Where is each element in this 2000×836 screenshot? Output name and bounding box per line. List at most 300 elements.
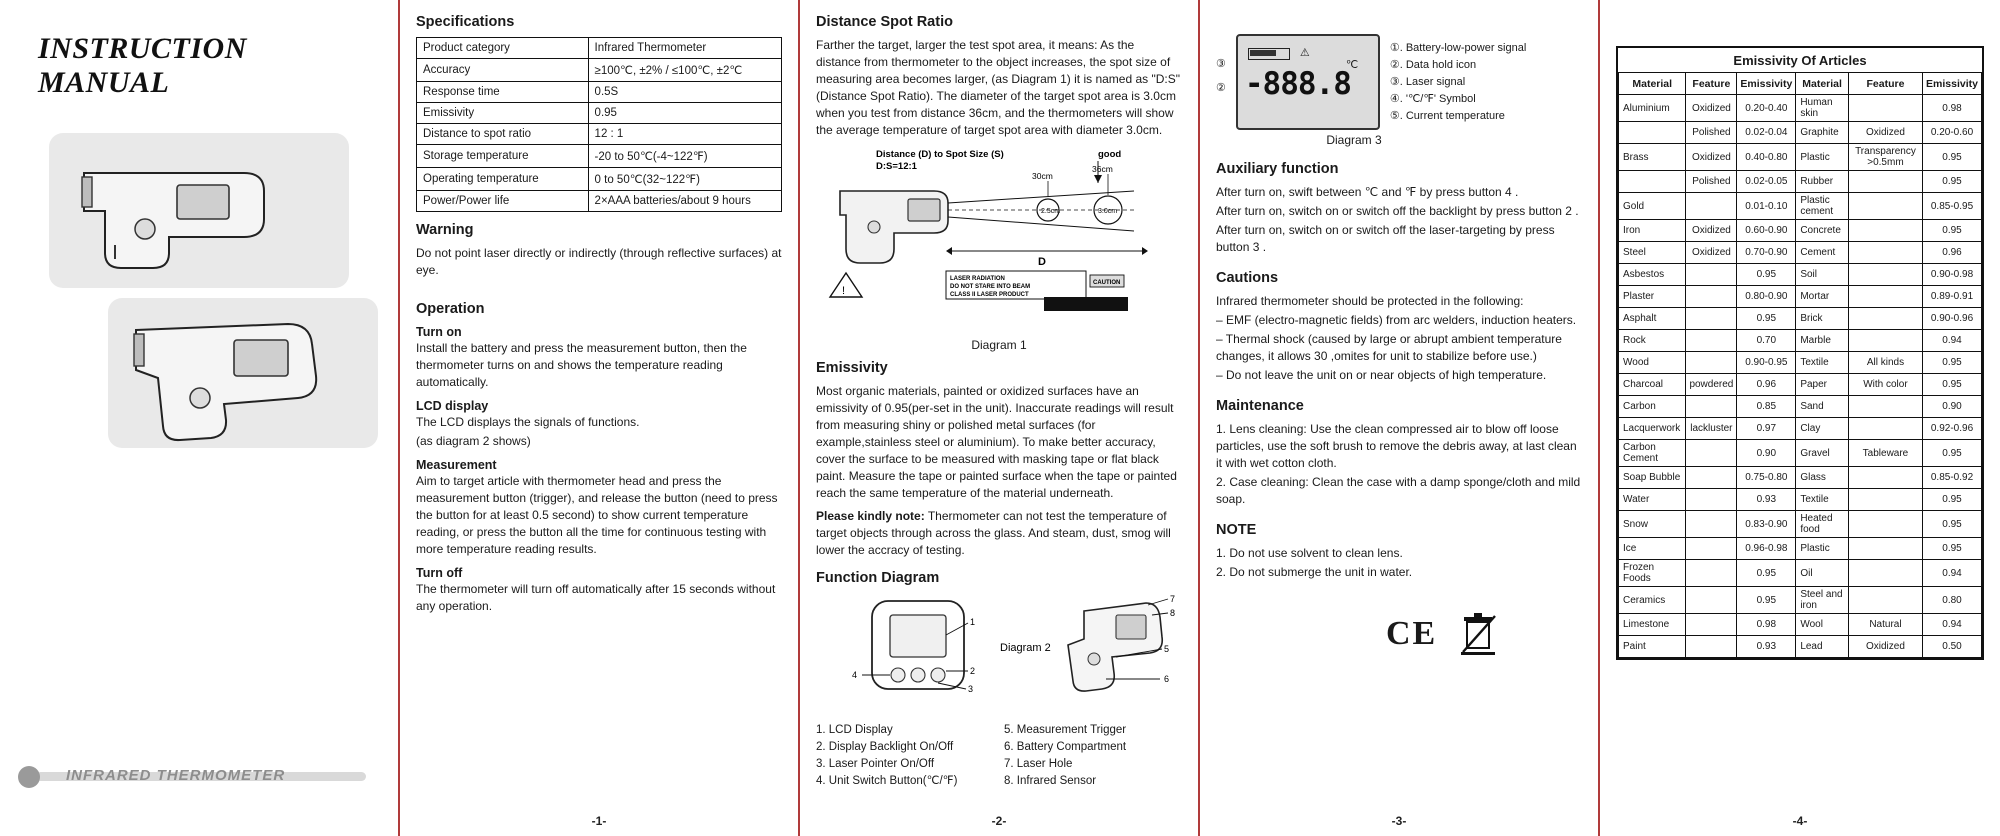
table-row bbox=[1619, 220, 1982, 242]
table-row bbox=[1619, 538, 1982, 560]
list-item: 1. LCD Display bbox=[816, 723, 893, 736]
table-row bbox=[1619, 467, 1982, 489]
emissivity-cell: 0.94 bbox=[1923, 330, 1982, 352]
legend-item: ⑤. Current temperature bbox=[1389, 110, 1505, 123]
table-row bbox=[1619, 489, 1982, 511]
table-row bbox=[1619, 560, 1982, 587]
emissivity-note bbox=[816, 508, 1182, 559]
lcd-display-text-2: (as diagram 2 shows) bbox=[416, 434, 531, 449]
list-item: 6. Battery Compartment bbox=[1004, 740, 1127, 753]
spec-key: Response time bbox=[417, 82, 589, 103]
cautions-intro: Infrared thermometer should be protected in the following: bbox=[1216, 294, 1524, 309]
distance-spot-ratio-text: Farther the target, larger the test spot area, it means: As the distance from thermometer to the object increases, the spot size of measuring area becomes larger, (as Diagram 1) it is named as "D:S" (Distance Spot Ratio). The diameter of the target spot area is 3.0cm when you test from distance 36cm, and the thermometers will show the average temperature of target spot area with diameter 3.0cm. bbox=[816, 38, 1181, 138]
material-cell: Steel and iron bbox=[1796, 587, 1849, 614]
emissivity-cell: 0.98 bbox=[1923, 95, 1982, 122]
feature-cell: Tableware bbox=[1848, 440, 1922, 467]
material-cell: Human skin bbox=[1796, 95, 1849, 122]
maintenance-heading: Maintenance bbox=[1216, 398, 1304, 415]
emissivity-cell: 0.95 bbox=[1923, 374, 1982, 396]
diagram2-callout-3: 3 bbox=[968, 683, 974, 694]
emissivity-cell: 0.01-0.10 bbox=[1737, 193, 1796, 220]
table-row bbox=[417, 103, 782, 124]
feature-cell bbox=[1686, 587, 1737, 614]
emissivity-cell: 0.93 bbox=[1737, 636, 1796, 658]
column-header: Emissivity bbox=[1737, 73, 1796, 95]
table-row bbox=[1619, 587, 1982, 614]
cover-title-line2: MANUAL bbox=[38, 65, 170, 99]
ce-mark-icon: CE bbox=[1386, 614, 1438, 652]
table-row bbox=[417, 145, 782, 168]
emissivity-cell: 0.85-0.95 bbox=[1923, 193, 1982, 220]
table-row bbox=[1619, 511, 1982, 538]
turnoff-heading: Turn off bbox=[416, 566, 463, 581]
auxiliary-heading: Auxiliary function bbox=[1216, 161, 1339, 177]
diagram1-spot2-text: 3.0cm bbox=[1098, 208, 1118, 216]
emissivity-table-body bbox=[1619, 95, 1982, 658]
caution-item: – EMF (electro-magnetic fields) from arc welders, induction heaters. bbox=[1216, 313, 1577, 328]
feature-cell bbox=[1686, 467, 1737, 489]
emissivity-cell: 0.95 bbox=[1923, 440, 1982, 467]
feature-cell bbox=[1848, 171, 1922, 193]
diagram1-dist2-text: 36cm bbox=[1092, 164, 1113, 175]
emissivity-heading: Emissivity bbox=[816, 360, 888, 377]
distance-spot-ratio-heading: Distance Spot Ratio bbox=[816, 14, 953, 30]
thermometer-illustration-2 bbox=[108, 298, 378, 448]
emissivity-note-label: Please kindly note: bbox=[816, 509, 925, 524]
emissivity-cell: 0.96 bbox=[1923, 242, 1982, 264]
diagram-2-graphic bbox=[816, 593, 1184, 711]
legend-item: ③. Laser signal bbox=[1389, 76, 1466, 89]
feature-cell bbox=[1848, 418, 1922, 440]
material-cell: Snow bbox=[1619, 511, 1686, 538]
diagram-1-caption: Diagram 1 bbox=[971, 338, 1027, 353]
feature-cell: Oxidized bbox=[1848, 122, 1922, 144]
material-cell: Heated food bbox=[1796, 511, 1849, 538]
table-row bbox=[417, 168, 782, 191]
cover-footer bbox=[18, 766, 368, 788]
feature-cell bbox=[1686, 636, 1737, 658]
warning-heading: Warning bbox=[416, 222, 474, 238]
table-row bbox=[1619, 264, 1982, 286]
feature-cell bbox=[1686, 440, 1737, 467]
table-row bbox=[1619, 308, 1982, 330]
feature-cell bbox=[1848, 587, 1922, 614]
diagram2-callout-8: 8 bbox=[1170, 607, 1176, 618]
page-number: -3- bbox=[1391, 814, 1407, 828]
material-cell: Gold bbox=[1619, 193, 1686, 220]
feature-cell bbox=[1686, 352, 1737, 374]
function-diagram-heading: Function Diagram bbox=[816, 569, 940, 586]
diagram2-callout-4: 4 bbox=[852, 669, 858, 680]
table-row bbox=[1619, 636, 1982, 658]
product-image-bottom bbox=[108, 298, 378, 448]
material-cell: Soap Bubble bbox=[1619, 467, 1686, 489]
emissivity-cell: 0.95 bbox=[1923, 538, 1982, 560]
table-row bbox=[417, 191, 782, 212]
material-cell: Steel bbox=[1619, 242, 1686, 264]
laser-line3: CLASS II LASER PRODUCT bbox=[950, 292, 1029, 299]
feature-cell bbox=[1848, 220, 1922, 242]
svg-text:!: ! bbox=[842, 285, 846, 298]
feature-cell: powdered bbox=[1686, 374, 1737, 396]
table-row bbox=[1619, 440, 1982, 467]
table-row bbox=[1619, 330, 1982, 352]
emissivity-cell: 0.95 bbox=[1737, 587, 1796, 614]
list-item: 4. Unit Switch Button(℃/℉) bbox=[816, 775, 958, 788]
spec-key: Distance to spot ratio bbox=[417, 124, 589, 145]
material-cell: Textile bbox=[1796, 489, 1849, 511]
feature-cell bbox=[1686, 560, 1737, 587]
material-cell: Lead bbox=[1796, 636, 1849, 658]
emissivity-table bbox=[1618, 72, 1982, 658]
diagram1-dist1-text: 30cm bbox=[1032, 171, 1053, 182]
feature-cell: Oxidized bbox=[1686, 144, 1737, 171]
material-cell: Brass bbox=[1619, 144, 1686, 171]
hold-icon: ⚠ bbox=[1299, 47, 1310, 59]
diagram-3 bbox=[1216, 34, 1582, 130]
material-cell: Graphite bbox=[1796, 122, 1849, 144]
emissivity-table-title: Emissivity Of Articles bbox=[1733, 53, 1867, 68]
spec-value: Infrared Thermometer bbox=[588, 38, 781, 59]
feature-cell bbox=[1686, 193, 1737, 220]
feature-cell bbox=[1848, 396, 1922, 418]
material-cell bbox=[1619, 171, 1686, 193]
spec-key: Product category bbox=[417, 38, 589, 59]
emissivity-cell: 0.90 bbox=[1923, 396, 1982, 418]
emissivity-cell: 0.02-0.05 bbox=[1737, 171, 1796, 193]
diagram2-callout-7: 7 bbox=[1170, 593, 1176, 604]
emissivity-cell: 0.94 bbox=[1923, 614, 1982, 636]
page-2 bbox=[800, 0, 1200, 836]
feature-cell bbox=[1848, 242, 1922, 264]
material-cell: Marble bbox=[1796, 330, 1849, 352]
feature-cell bbox=[1848, 308, 1922, 330]
table-row bbox=[1619, 144, 1982, 171]
product-image-top bbox=[49, 133, 349, 288]
feature-cell bbox=[1686, 286, 1737, 308]
turnon-text: Install the battery and press the measurement button, then the thermometer turns on and shows the temperature reading automatically. bbox=[416, 341, 747, 390]
legend-item: ④. '℃/℉' Symbol bbox=[1389, 93, 1476, 106]
diagram2-callout-2: 2 bbox=[970, 665, 976, 676]
material-cell: Paper bbox=[1796, 374, 1849, 396]
emissivity-cell: 0.94 bbox=[1923, 560, 1982, 587]
material-cell: Ice bbox=[1619, 538, 1686, 560]
auxiliary-line: After turn on, switch on or switch off the laser-targeting by press button 3 . bbox=[1216, 223, 1555, 255]
auxiliary-line: After turn on, switch on or switch off the backlight by press button 2 . bbox=[1216, 204, 1579, 219]
list-item: 2. Display Backlight On/Off bbox=[816, 740, 954, 753]
spec-value: 2×AAA batteries/about 9 hours bbox=[588, 191, 781, 212]
compliance-marks bbox=[1216, 612, 1582, 656]
list-item: 7. Laser Hole bbox=[1004, 758, 1073, 770]
table-row bbox=[1619, 122, 1982, 144]
material-cell: Wood bbox=[1619, 352, 1686, 374]
diagram2-callout-5: 5 bbox=[1164, 643, 1170, 654]
column-header: Feature bbox=[1686, 73, 1737, 95]
table-row bbox=[1619, 95, 1982, 122]
spec-value: ≥100℃, ±2% / ≤100℃, ±2℃ bbox=[588, 59, 781, 82]
lcd-display-heading: LCD display bbox=[416, 399, 489, 414]
turnon-heading: Turn on bbox=[416, 325, 462, 340]
material-cell: Ceramics bbox=[1619, 587, 1686, 614]
material-cell: Brick bbox=[1796, 308, 1849, 330]
material-cell: Cement bbox=[1796, 242, 1849, 264]
table-row bbox=[1619, 171, 1982, 193]
footer-dot-shape bbox=[18, 766, 40, 788]
table-row bbox=[1619, 193, 1982, 220]
feature-cell bbox=[1848, 264, 1922, 286]
table-header-row bbox=[1619, 73, 1982, 95]
operation-heading: Operation bbox=[416, 301, 485, 318]
battery-icon bbox=[1248, 48, 1290, 60]
measurement-text: Aim to target article with thermometer head and press the measurement button (trigger), and release the button (need to press the button for at least 0.5 second) to show current temperature reading, or press the button all the time for continuous testing with more temperature reading results. bbox=[416, 474, 778, 557]
material-cell: Rock bbox=[1619, 330, 1686, 352]
diagram2-callout-6: 6 bbox=[1164, 673, 1170, 684]
material-cell: Wool bbox=[1796, 614, 1849, 636]
emissivity-cell: 0.95 bbox=[1923, 352, 1982, 374]
callout-marker: ② bbox=[1216, 82, 1226, 95]
feature-cell bbox=[1686, 308, 1737, 330]
spec-key: Storage temperature bbox=[417, 145, 589, 168]
material-cell: Concrete bbox=[1796, 220, 1849, 242]
table-row bbox=[417, 82, 782, 103]
emissivity-cell: 0.02-0.04 bbox=[1737, 122, 1796, 144]
feature-cell bbox=[1848, 538, 1922, 560]
emissivity-cell: 0.89-0.91 bbox=[1923, 286, 1982, 308]
list-item: 8. Infrared Sensor bbox=[1004, 775, 1097, 788]
maintenance-item: 1. Lens cleaning: Use the clean compressed air to blow off loose particles, use the soft brush to remove the debris away, at last clean it with wet cotton cloth. bbox=[1216, 422, 1577, 471]
material-cell: Soil bbox=[1796, 264, 1849, 286]
emissivity-cell: 0.75-0.80 bbox=[1737, 467, 1796, 489]
emissivity-cell: 0.95 bbox=[1923, 171, 1982, 193]
feature-cell: Oxidized bbox=[1686, 95, 1737, 122]
page-number: -2- bbox=[991, 814, 1007, 828]
cover-title bbox=[38, 32, 382, 99]
feature-cell bbox=[1848, 560, 1922, 587]
feature-cell: Oxidized bbox=[1686, 242, 1737, 264]
maintenance-item: 2. Case cleaning: Clean the case with a damp sponge/cloth and mild soap. bbox=[1216, 475, 1581, 507]
function-list-left bbox=[816, 722, 994, 791]
specifications-heading: Specifications bbox=[416, 14, 515, 30]
material-cell: Textile bbox=[1796, 352, 1849, 374]
feature-cell bbox=[1686, 511, 1737, 538]
emissivity-cell: 0.83-0.90 bbox=[1737, 511, 1796, 538]
material-cell: Clay bbox=[1796, 418, 1849, 440]
emissivity-cell: 0.20-0.60 bbox=[1923, 122, 1982, 144]
table-row bbox=[1619, 614, 1982, 636]
emissivity-cell: 0.96 bbox=[1737, 374, 1796, 396]
emissivity-cell: 0.95 bbox=[1737, 560, 1796, 587]
material-cell: Limestone bbox=[1619, 614, 1686, 636]
cover-title-line1: INSTRUCTION bbox=[38, 32, 247, 65]
feature-cell: With color bbox=[1848, 374, 1922, 396]
lcd-display-text: The LCD displays the signals of functions. bbox=[416, 415, 640, 430]
spec-value: 12 : 1 bbox=[588, 124, 781, 145]
warning-text: Do not point laser directly or indirectly (through reflective surfaces) at eye. bbox=[416, 246, 782, 278]
spec-value: 0.95 bbox=[588, 103, 781, 124]
specifications-table bbox=[416, 37, 782, 212]
feature-cell: Polished bbox=[1686, 171, 1737, 193]
spec-key: Power/Power life bbox=[417, 191, 589, 212]
feature-cell: Oxidized bbox=[1848, 636, 1922, 658]
emissivity-cell: 0.60-0.90 bbox=[1737, 220, 1796, 242]
feature-cell bbox=[1686, 614, 1737, 636]
feature-cell bbox=[1686, 489, 1737, 511]
material-cell: Gravel bbox=[1796, 440, 1849, 467]
diagram3-legend bbox=[1390, 34, 1526, 125]
emissivity-cell: 0.95 bbox=[1923, 511, 1982, 538]
material-cell: Mortar bbox=[1796, 286, 1849, 308]
emissivity-cell: 0.97 bbox=[1737, 418, 1796, 440]
column-header: Emissivity bbox=[1923, 73, 1982, 95]
spec-key: Accuracy bbox=[417, 59, 589, 82]
material-cell: Asbestos bbox=[1619, 264, 1686, 286]
material-cell: Plaster bbox=[1619, 286, 1686, 308]
page-cover bbox=[0, 0, 400, 836]
emissivity-cell: 0.80 bbox=[1923, 587, 1982, 614]
table-row bbox=[1619, 286, 1982, 308]
thermometer-illustration-1 bbox=[49, 133, 349, 288]
caution-label: CAUTION bbox=[1093, 280, 1121, 287]
emissivity-cell: 0.90-0.95 bbox=[1737, 352, 1796, 374]
table-row bbox=[1619, 242, 1982, 264]
emissivity-cell: 0.90-0.98 bbox=[1923, 264, 1982, 286]
laser-line2: DO NOT STARE INTO BEAM bbox=[950, 284, 1031, 291]
emissivity-cell: 0.70 bbox=[1737, 330, 1796, 352]
material-cell: Carbon bbox=[1619, 396, 1686, 418]
feature-cell bbox=[1686, 330, 1737, 352]
weee-bin-icon bbox=[1459, 612, 1499, 656]
feature-cell bbox=[1686, 396, 1737, 418]
cautions-heading: Cautions bbox=[1216, 270, 1279, 287]
material-cell: Carbon Cement bbox=[1619, 440, 1686, 467]
diagram1-ratio-text: D:S=12:1 bbox=[876, 161, 917, 173]
spec-value: -20 to 50℃(-4~122℉) bbox=[588, 145, 781, 168]
column-header: Material bbox=[1796, 73, 1849, 95]
table-row bbox=[1619, 396, 1982, 418]
diagram3-left-callouts bbox=[1216, 34, 1226, 100]
emissivity-cell: 0.90 bbox=[1737, 440, 1796, 467]
emissivity-cell: 0.98 bbox=[1737, 614, 1796, 636]
emissivity-cell: 0.93 bbox=[1737, 489, 1796, 511]
page-4 bbox=[1600, 0, 2000, 836]
emissivity-cell: 0.40-0.80 bbox=[1737, 144, 1796, 171]
material-cell: Asphalt bbox=[1619, 308, 1686, 330]
spec-key: Emissivity bbox=[417, 103, 589, 124]
callout-marker: ③ bbox=[1216, 58, 1226, 70]
emissivity-cell: 0.92-0.96 bbox=[1923, 418, 1982, 440]
table-row bbox=[1619, 374, 1982, 396]
diagram-2-caption-text: Diagram 2 bbox=[1000, 641, 1051, 654]
spec-key: Operating temperature bbox=[417, 168, 589, 191]
emissivity-cell: 0.50 bbox=[1923, 636, 1982, 658]
list-item: 3. Laser Pointer On/Off bbox=[816, 758, 935, 770]
lcd-value: -888.8 bbox=[1244, 66, 1351, 102]
note-item: 1. Do not use solvent to clean lens. bbox=[1216, 546, 1403, 561]
feature-cell bbox=[1686, 264, 1737, 286]
feature-cell bbox=[1848, 330, 1922, 352]
caution-item: – Do not leave the unit on or near objects of high temperature. bbox=[1216, 368, 1547, 383]
feature-cell bbox=[1848, 286, 1922, 308]
emissivity-cell: 0.85 bbox=[1737, 396, 1796, 418]
note-item: 2. Do not submerge the unit in water. bbox=[1216, 565, 1413, 580]
caution-item: – Thermal shock (caused by large or abrupt ambient temperature changes, it allows 30 ,omites for unit to stabilize before use.) bbox=[1216, 332, 1562, 364]
legend-item: ②. Data hold icon bbox=[1389, 59, 1477, 72]
diagram1-title-text: Distance (D) to Spot Size (S) bbox=[876, 149, 1004, 161]
emissivity-cell: 0.80-0.90 bbox=[1737, 286, 1796, 308]
lcd-screen bbox=[1236, 34, 1380, 130]
emissivity-cell: 0.95 bbox=[1923, 144, 1982, 171]
page-1 bbox=[400, 0, 800, 836]
feature-cell bbox=[1686, 538, 1737, 560]
material-cell: Sand bbox=[1796, 396, 1849, 418]
laser-line1: LASER RADIATION bbox=[950, 276, 1005, 283]
diagram-1 bbox=[816, 145, 1182, 335]
feature-cell bbox=[1848, 489, 1922, 511]
emissivity-cell: 0.85-0.92 bbox=[1923, 467, 1982, 489]
emissivity-cell: 0.95 bbox=[1737, 308, 1796, 330]
unit-symbol: ℃ bbox=[1345, 59, 1359, 71]
material-cell: Plastic bbox=[1796, 144, 1849, 171]
feature-cell: Polished bbox=[1686, 122, 1737, 144]
material-cell: Aluminium bbox=[1619, 95, 1686, 122]
material-cell: Plastic bbox=[1796, 538, 1849, 560]
emissivity-table-wrapper bbox=[1616, 46, 1984, 660]
table-row bbox=[417, 124, 782, 145]
material-cell: Iron bbox=[1619, 220, 1686, 242]
table-row bbox=[1619, 418, 1982, 440]
spec-value: 0 to 50℃(32~122℉) bbox=[588, 168, 781, 191]
table-row bbox=[1619, 352, 1982, 374]
material-cell: Charcoal bbox=[1619, 374, 1686, 396]
emissivity-cell: 0.90-0.96 bbox=[1923, 308, 1982, 330]
material-cell: Frozen Foods bbox=[1619, 560, 1686, 587]
column-header: Feature bbox=[1848, 73, 1922, 95]
footer-label: INFRARED THERMOMETER bbox=[66, 767, 286, 784]
emissivity-cell: 0.95 bbox=[1923, 489, 1982, 511]
feature-cell: Transparency >0.5mm bbox=[1848, 144, 1922, 171]
material-cell: Paint bbox=[1619, 636, 1686, 658]
emissivity-cell: 0.20-0.40 bbox=[1737, 95, 1796, 122]
diagram2-callout-1: 1 bbox=[970, 616, 976, 627]
spec-value: 0.5S bbox=[588, 82, 781, 103]
diagram1-d-label: D bbox=[1038, 256, 1046, 269]
diagram-1-graphic bbox=[816, 145, 1184, 330]
feature-cell bbox=[1848, 511, 1922, 538]
emissivity-cell: 0.95 bbox=[1923, 220, 1982, 242]
feature-cell: lackluster bbox=[1686, 418, 1737, 440]
diagram1-good-text: good bbox=[1098, 149, 1122, 161]
feature-cell: Oxidized bbox=[1686, 220, 1737, 242]
material-cell: Oil bbox=[1796, 560, 1849, 587]
table-row bbox=[417, 59, 782, 82]
page-number: -1- bbox=[591, 814, 607, 828]
feature-cell: Natural bbox=[1848, 614, 1922, 636]
list-item: 5. Measurement Trigger bbox=[1004, 723, 1127, 736]
column-header: Material bbox=[1619, 73, 1686, 95]
legend-item: ①. Battery-low-power signal bbox=[1389, 42, 1527, 54]
material-cell: Water bbox=[1619, 489, 1686, 511]
feature-cell bbox=[1848, 193, 1922, 220]
auxiliary-line: After turn on, swift between ℃ and ℉ by press button 4 . bbox=[1216, 185, 1519, 199]
emissivity-note-text: Thermometer can not test the temperature of target objects through across the glass. And steam, dust, smog will lower the accracy of testing. bbox=[816, 509, 1171, 558]
emissivity-cell: 0.96-0.98 bbox=[1737, 538, 1796, 560]
page-3 bbox=[1200, 0, 1600, 836]
feature-cell: All kinds bbox=[1848, 352, 1922, 374]
note-heading: NOTE bbox=[1216, 522, 1257, 539]
material-cell: Rubber bbox=[1796, 171, 1849, 193]
diagram1-spot1-text: 2.5cm bbox=[1041, 208, 1061, 216]
table-row bbox=[417, 38, 782, 59]
